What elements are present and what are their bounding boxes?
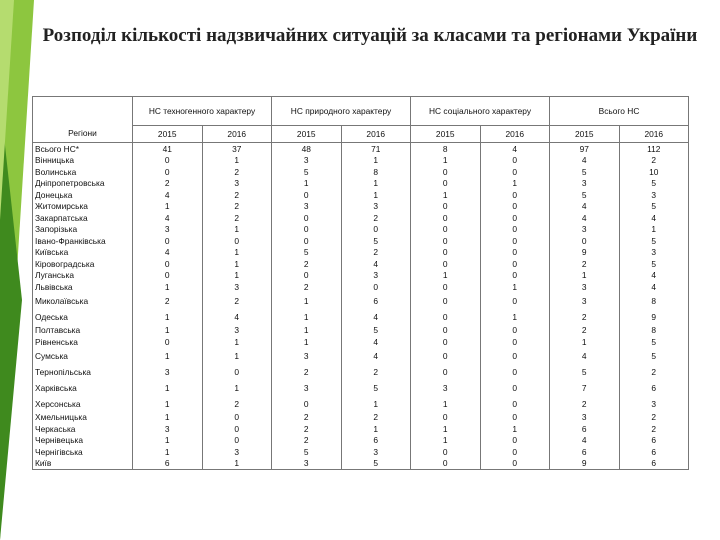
value-cell: 4 [619, 281, 689, 293]
group-header-total: Всього НС [550, 97, 689, 126]
value-cell: 1 [411, 423, 481, 435]
value-cell: 0 [480, 412, 550, 424]
value-cell: 2 [619, 423, 689, 435]
value-cell: 1 [133, 396, 203, 412]
year-header: 2015 [550, 126, 620, 143]
year-header: 2016 [619, 126, 689, 143]
value-cell: 5 [341, 458, 411, 470]
value-cell: 0 [480, 235, 550, 247]
value-cell: 0 [480, 224, 550, 236]
value-cell: 1 [480, 178, 550, 190]
value-cell: 1 [480, 309, 550, 325]
value-cell: 0 [411, 258, 481, 270]
value-cell: 1 [411, 189, 481, 201]
value-cell: 2 [272, 281, 342, 293]
value-cell: 97 [550, 143, 620, 155]
value-cell: 2 [341, 364, 411, 380]
value-cell: 5 [272, 446, 342, 458]
value-cell: 0 [411, 364, 481, 380]
table-row [33, 293, 689, 309]
value-cell: 2 [550, 396, 620, 412]
value-cell: 0 [480, 212, 550, 224]
value-cell: 4 [619, 212, 689, 224]
value-cell: 1 [202, 258, 272, 270]
value-cell: 1 [133, 201, 203, 213]
value-cell: 1 [202, 224, 272, 236]
value-cell: 6 [619, 458, 689, 470]
region-cell: Запорізька [33, 224, 133, 236]
value-cell: 0 [411, 166, 481, 178]
region-cell: Львівська [33, 281, 133, 293]
value-cell: 4 [202, 309, 272, 325]
value-cell: 71 [341, 143, 411, 155]
value-cell: 4 [341, 348, 411, 364]
value-cell: 1 [272, 336, 342, 348]
value-cell: 8 [619, 325, 689, 337]
value-cell: 0 [341, 281, 411, 293]
value-cell: 0 [480, 396, 550, 412]
value-cell: 8 [411, 143, 481, 155]
value-cell: 3 [202, 178, 272, 190]
value-cell: 0 [133, 155, 203, 167]
value-cell: 0 [133, 258, 203, 270]
value-cell: 3 [550, 281, 620, 293]
value-cell: 0 [133, 235, 203, 247]
year-header: 2015 [272, 126, 342, 143]
value-cell: 2 [272, 423, 342, 435]
value-cell: 1 [550, 270, 620, 282]
value-cell: 9 [550, 247, 620, 259]
value-cell: 1 [133, 435, 203, 447]
value-cell: 2 [341, 212, 411, 224]
table-row [33, 166, 689, 178]
value-cell: 2 [272, 258, 342, 270]
value-cell: 3 [619, 189, 689, 201]
value-cell: 1 [341, 178, 411, 190]
table-row [33, 325, 689, 337]
value-cell: 0 [272, 235, 342, 247]
value-cell: 3 [550, 293, 620, 309]
value-cell: 4 [550, 155, 620, 167]
slide-title: Розподіл кількості надзвичайних ситуацій за класами та регіонами України [42, 25, 698, 46]
value-cell: 0 [272, 270, 342, 282]
value-cell: 3 [133, 423, 203, 435]
value-cell: 4 [550, 348, 620, 364]
value-cell: 0 [480, 247, 550, 259]
value-cell: 0 [480, 380, 550, 396]
value-cell: 3 [272, 155, 342, 167]
value-cell: 1 [202, 380, 272, 396]
region-cell: Луганська [33, 270, 133, 282]
table-body [33, 143, 689, 470]
value-cell: 4 [341, 258, 411, 270]
value-cell: 0 [411, 281, 481, 293]
region-cell: Хмельницька [33, 412, 133, 424]
region-cell: Всього НС* [33, 143, 133, 155]
region-cell: Харківська [33, 380, 133, 396]
value-cell: 4 [341, 309, 411, 325]
value-cell: 2 [272, 435, 342, 447]
value-cell: 1 [550, 336, 620, 348]
emergency-table [32, 96, 689, 470]
value-cell: 9 [550, 458, 620, 470]
region-cell: Закарпатська [33, 212, 133, 224]
value-cell: 0 [480, 364, 550, 380]
region-cell: Київська [33, 247, 133, 259]
region-header: Регіони [33, 97, 133, 143]
value-cell: 6 [341, 293, 411, 309]
value-cell: 5 [550, 166, 620, 178]
table-row [33, 178, 689, 190]
value-cell: 2 [202, 396, 272, 412]
value-cell: 0 [480, 348, 550, 364]
value-cell: 0 [411, 325, 481, 337]
value-cell: 3 [619, 396, 689, 412]
value-cell: 0 [133, 270, 203, 282]
value-cell: 1 [272, 178, 342, 190]
value-cell: 0 [202, 235, 272, 247]
value-cell: 0 [202, 435, 272, 447]
value-cell: 2 [550, 325, 620, 337]
value-cell: 0 [341, 224, 411, 236]
value-cell: 1 [411, 155, 481, 167]
year-header: 2015 [411, 126, 481, 143]
value-cell: 0 [411, 235, 481, 247]
value-cell: 1 [133, 380, 203, 396]
value-cell: 1 [133, 309, 203, 325]
table-row [33, 348, 689, 364]
group-header-natural: НС природного характеру [272, 97, 411, 126]
value-cell: 1 [272, 309, 342, 325]
region-cell: Черкаська [33, 423, 133, 435]
region-cell: Чернівецька [33, 435, 133, 447]
value-cell: 2 [619, 364, 689, 380]
value-cell: 1 [202, 270, 272, 282]
value-cell: 5 [341, 235, 411, 247]
value-cell: 0 [480, 293, 550, 309]
value-cell: 0 [411, 446, 481, 458]
table-row [33, 224, 689, 236]
value-cell: 3 [341, 201, 411, 213]
value-cell: 4 [619, 270, 689, 282]
value-cell: 1 [341, 189, 411, 201]
table-row [33, 189, 689, 201]
value-cell: 6 [341, 435, 411, 447]
value-cell: 0 [480, 458, 550, 470]
value-cell: 6 [619, 380, 689, 396]
group-header-social: НС соціального характеру [411, 97, 550, 126]
value-cell: 8 [619, 293, 689, 309]
value-cell: 6 [550, 423, 620, 435]
value-cell: 0 [202, 364, 272, 380]
value-cell: 3 [133, 364, 203, 380]
value-cell: 9 [619, 309, 689, 325]
value-cell: 1 [133, 412, 203, 424]
value-cell: 0 [272, 189, 342, 201]
value-cell: 4 [133, 247, 203, 259]
value-cell: 0 [272, 212, 342, 224]
region-cell: Одеська [33, 309, 133, 325]
value-cell: 5 [272, 247, 342, 259]
region-cell: Київ [33, 458, 133, 470]
region-cell: Вінницька [33, 155, 133, 167]
value-cell: 2 [202, 189, 272, 201]
table-row [33, 212, 689, 224]
value-cell: 41 [133, 143, 203, 155]
value-cell: 2 [619, 412, 689, 424]
region-cell: Рівненська [33, 336, 133, 348]
value-cell: 3 [272, 348, 342, 364]
value-cell: 6 [619, 435, 689, 447]
value-cell: 3 [550, 178, 620, 190]
value-cell: 3 [411, 380, 481, 396]
value-cell: 2 [272, 412, 342, 424]
value-cell: 3 [202, 446, 272, 458]
value-cell: 5 [272, 166, 342, 178]
value-cell: 1 [133, 348, 203, 364]
value-cell: 6 [133, 458, 203, 470]
value-cell: 3 [202, 325, 272, 337]
value-cell: 1 [480, 423, 550, 435]
value-cell: 0 [411, 336, 481, 348]
value-cell: 37 [202, 143, 272, 155]
value-cell: 2 [202, 293, 272, 309]
value-cell: 3 [133, 224, 203, 236]
value-cell: 5 [619, 348, 689, 364]
table-row [33, 435, 689, 447]
value-cell: 5 [619, 201, 689, 213]
value-cell: 3 [550, 224, 620, 236]
value-cell: 1 [202, 348, 272, 364]
value-cell: 5 [341, 380, 411, 396]
region-cell: Дніпропетровська [33, 178, 133, 190]
value-cell: 2 [272, 364, 342, 380]
value-cell: 0 [480, 166, 550, 178]
value-cell: 4 [550, 212, 620, 224]
value-cell: 5 [550, 189, 620, 201]
region-cell: Миколаївська [33, 293, 133, 309]
value-cell: 0 [480, 189, 550, 201]
value-cell: 0 [411, 348, 481, 364]
value-cell: 0 [411, 412, 481, 424]
table-row [33, 396, 689, 412]
value-cell: 1 [480, 281, 550, 293]
value-cell: 4 [550, 435, 620, 447]
value-cell: 0 [411, 201, 481, 213]
table-row [33, 247, 689, 259]
value-cell: 4 [480, 143, 550, 155]
region-cell: Херсонська [33, 396, 133, 412]
value-cell: 0 [411, 293, 481, 309]
value-cell: 1 [202, 458, 272, 470]
year-header: 2015 [133, 126, 203, 143]
region-cell: Волинська [33, 166, 133, 178]
value-cell: 6 [619, 446, 689, 458]
value-cell: 3 [619, 247, 689, 259]
value-cell: 1 [202, 336, 272, 348]
value-cell: 0 [480, 155, 550, 167]
value-cell: 1 [272, 293, 342, 309]
value-cell: 48 [272, 143, 342, 155]
value-cell: 0 [411, 458, 481, 470]
value-cell: 4 [133, 189, 203, 201]
region-cell: Житомирська [33, 201, 133, 213]
table-row [33, 155, 689, 167]
value-cell: 1 [411, 270, 481, 282]
region-cell: Полтавська [33, 325, 133, 337]
region-cell: Тернопільська [33, 364, 133, 380]
region-cell: Кіровоградська [33, 258, 133, 270]
table-row [33, 235, 689, 247]
region-cell: Донецька [33, 189, 133, 201]
value-cell: 7 [550, 380, 620, 396]
value-cell: 0 [480, 325, 550, 337]
table-row [33, 364, 689, 380]
value-cell: 0 [480, 258, 550, 270]
value-cell: 1 [411, 396, 481, 412]
value-cell: 3 [341, 270, 411, 282]
value-cell: 1 [133, 281, 203, 293]
value-cell: 1 [202, 155, 272, 167]
table-row [33, 309, 689, 325]
table-row [33, 412, 689, 424]
value-cell: 0 [411, 212, 481, 224]
value-cell: 10 [619, 166, 689, 178]
value-cell: 2 [619, 155, 689, 167]
value-cell: 3 [272, 201, 342, 213]
value-cell: 0 [411, 224, 481, 236]
table-row [33, 143, 689, 155]
value-cell: 2 [341, 247, 411, 259]
year-header: 2016 [202, 126, 272, 143]
value-cell: 2 [341, 412, 411, 424]
value-cell: 3 [550, 412, 620, 424]
value-cell: 1 [411, 435, 481, 447]
table-row [33, 458, 689, 470]
value-cell: 2 [133, 293, 203, 309]
value-cell: 2 [202, 201, 272, 213]
value-cell: 0 [202, 412, 272, 424]
table-row [33, 336, 689, 348]
value-cell: 5 [619, 258, 689, 270]
value-cell: 1 [272, 325, 342, 337]
value-cell: 5 [619, 235, 689, 247]
value-cell: 3 [202, 281, 272, 293]
value-cell: 1 [133, 325, 203, 337]
value-cell: 2 [202, 212, 272, 224]
value-cell: 4 [341, 336, 411, 348]
green-arrow-decoration [0, 0, 34, 540]
value-cell: 1 [202, 247, 272, 259]
region-cell: Сумська [33, 348, 133, 364]
table-row [33, 201, 689, 213]
value-cell: 5 [619, 178, 689, 190]
group-header-technogenic: НС техногенного характеру [133, 97, 272, 126]
table-row [33, 423, 689, 435]
value-cell: 5 [341, 325, 411, 337]
value-cell: 3 [272, 458, 342, 470]
table-row [33, 380, 689, 396]
value-cell: 0 [480, 336, 550, 348]
region-cell: Чернігівська [33, 446, 133, 458]
value-cell: 2 [202, 166, 272, 178]
value-cell: 2 [550, 309, 620, 325]
value-cell: 5 [550, 364, 620, 380]
value-cell: 4 [550, 201, 620, 213]
value-cell: 2 [550, 258, 620, 270]
table-row [33, 446, 689, 458]
value-cell: 3 [272, 380, 342, 396]
table-row [33, 270, 689, 282]
value-cell: 0 [480, 435, 550, 447]
table-row [33, 258, 689, 270]
year-header: 2016 [341, 126, 411, 143]
year-header: 2016 [480, 126, 550, 143]
value-cell: 0 [480, 201, 550, 213]
value-cell: 0 [480, 446, 550, 458]
value-cell: 0 [411, 247, 481, 259]
value-cell: 1 [133, 446, 203, 458]
value-cell: 1 [341, 155, 411, 167]
value-cell: 0 [272, 396, 342, 412]
value-cell: 0 [480, 270, 550, 282]
value-cell: 4 [133, 212, 203, 224]
value-cell: 0 [133, 166, 203, 178]
value-cell: 5 [619, 336, 689, 348]
value-cell: 2 [133, 178, 203, 190]
value-cell: 0 [272, 224, 342, 236]
value-cell: 0 [411, 178, 481, 190]
value-cell: 112 [619, 143, 689, 155]
value-cell: 0 [202, 423, 272, 435]
value-cell: 1 [619, 224, 689, 236]
value-cell: 3 [341, 446, 411, 458]
value-cell: 1 [341, 396, 411, 412]
value-cell: 1 [341, 423, 411, 435]
value-cell: 0 [133, 336, 203, 348]
value-cell: 6 [550, 446, 620, 458]
value-cell: 8 [341, 166, 411, 178]
value-cell: 0 [411, 309, 481, 325]
value-cell: 0 [550, 235, 620, 247]
table-row [33, 281, 689, 293]
region-cell: Івано-Франківська [33, 235, 133, 247]
